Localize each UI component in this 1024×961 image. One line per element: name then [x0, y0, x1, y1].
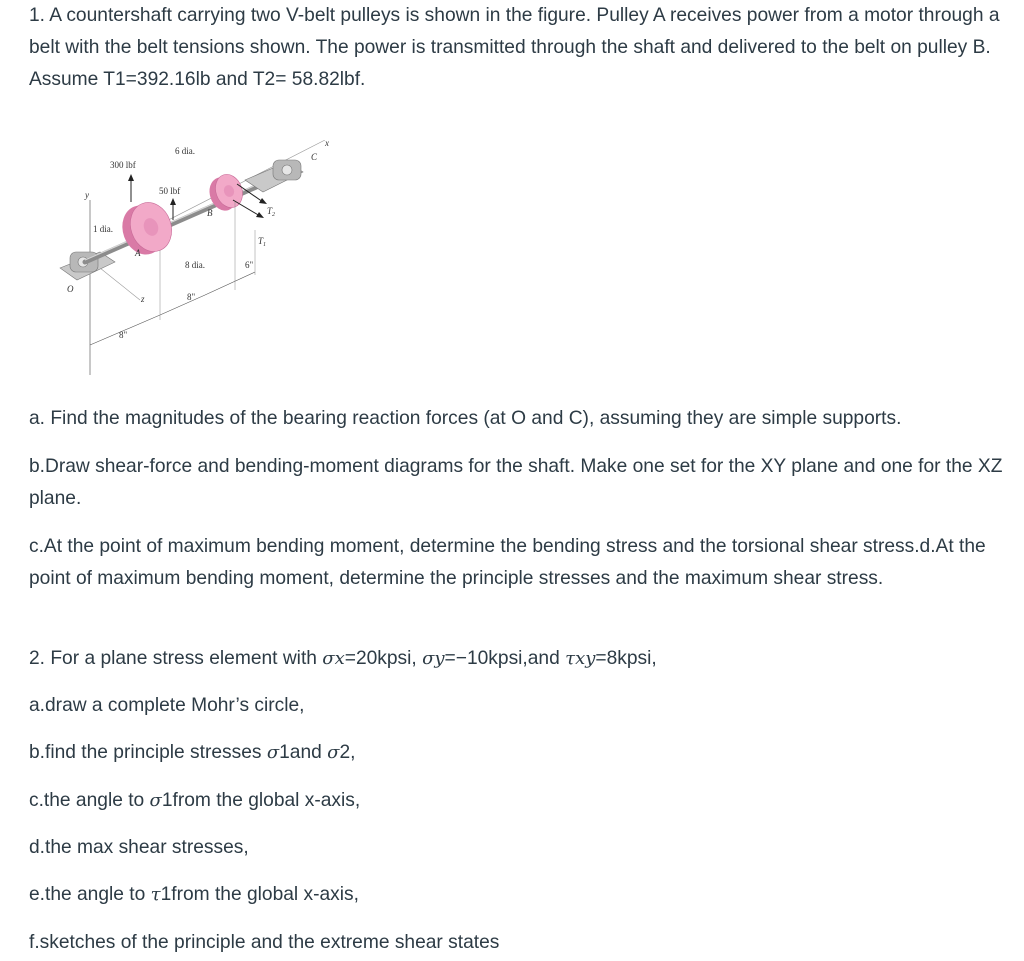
problem-1-part-cd: c.At the point of maximum bending moment, determine the bending stress and the torsional shear stress.d.At the point of maximum bending moment, determine the principle stresses and the maximum shear stress.	[29, 536, 986, 589]
label-6-dia: 6 dia.	[175, 146, 195, 156]
problem-2-intro: 2. For a plane stress element with σx=20kpsi, σy=−10kpsi,and τxy=8kpsi,	[29, 648, 657, 669]
label-y: y	[85, 190, 89, 200]
arrow-50-head	[170, 198, 176, 205]
label-dim-6: 6"	[245, 260, 254, 270]
label-1-dia: 1 dia.	[93, 224, 113, 234]
dim-line-2	[160, 295, 205, 315]
problem-2-part-b: b.find the principle stresses σ1and σ2,	[29, 742, 356, 763]
problem-1-intro: 1. A countershaft carrying two V-belt pulleys is shown in the figure. Pulley A receives power from a motor through a belt with the belt tensions shown. The power is transmitted through the shaft and delivered to the belt on pulley B. Assume T1=392.16lb and T2= 58.82lbf.	[29, 5, 1000, 90]
label-o: O	[67, 284, 74, 294]
label-z: z	[141, 294, 145, 304]
label-x: x	[325, 140, 329, 148]
label-dim-8-1: 8"	[119, 330, 128, 340]
problem-2-part-a: a.draw a complete Mohr’s circle,	[29, 695, 305, 716]
label-t2: $T_2$	[267, 206, 276, 218]
bearing-o	[60, 252, 115, 280]
label-50-lbf: 50 lbf	[159, 186, 181, 196]
label-300-lbf: 300 lbf	[110, 160, 136, 170]
problem-2-part-e: e.the angle to τ1from the global x-axis,	[29, 884, 359, 905]
label-dim-8-2: 8"	[187, 292, 196, 302]
countershaft-figure	[55, 140, 345, 380]
label-8-dia: 8 dia.	[185, 260, 205, 270]
label-b: B	[207, 208, 213, 218]
dim-line-3	[205, 272, 255, 295]
problem-1-part-a: a. Find the magnitudes of the bearing reaction forces (at O and C), assuming they are simple supports.	[29, 408, 902, 429]
label-a: A	[135, 248, 141, 258]
label-t1: $T_1$	[258, 236, 267, 248]
problem-1-part-b: b.Draw shear-force and bending-moment diagrams for the shaft. Make one set for the XY plane and one for the XZ plane.	[29, 456, 1003, 509]
arrow-300-head	[128, 174, 134, 181]
problem-2-part-c: c.the angle to σ1from the global x-axis,	[29, 790, 361, 811]
arrow-t2-head	[259, 198, 267, 204]
problem-2-part-f: f.sketches of the principle and the extreme shear states	[29, 932, 500, 953]
arrow-t1-line	[233, 200, 260, 216]
pulley-a	[116, 197, 179, 261]
arrow-t1-head	[256, 212, 264, 218]
label-c: C	[311, 152, 318, 162]
problem-2-part-d: d.the max shear stresses,	[29, 837, 249, 858]
countershaft-diagram	[55, 140, 345, 380]
